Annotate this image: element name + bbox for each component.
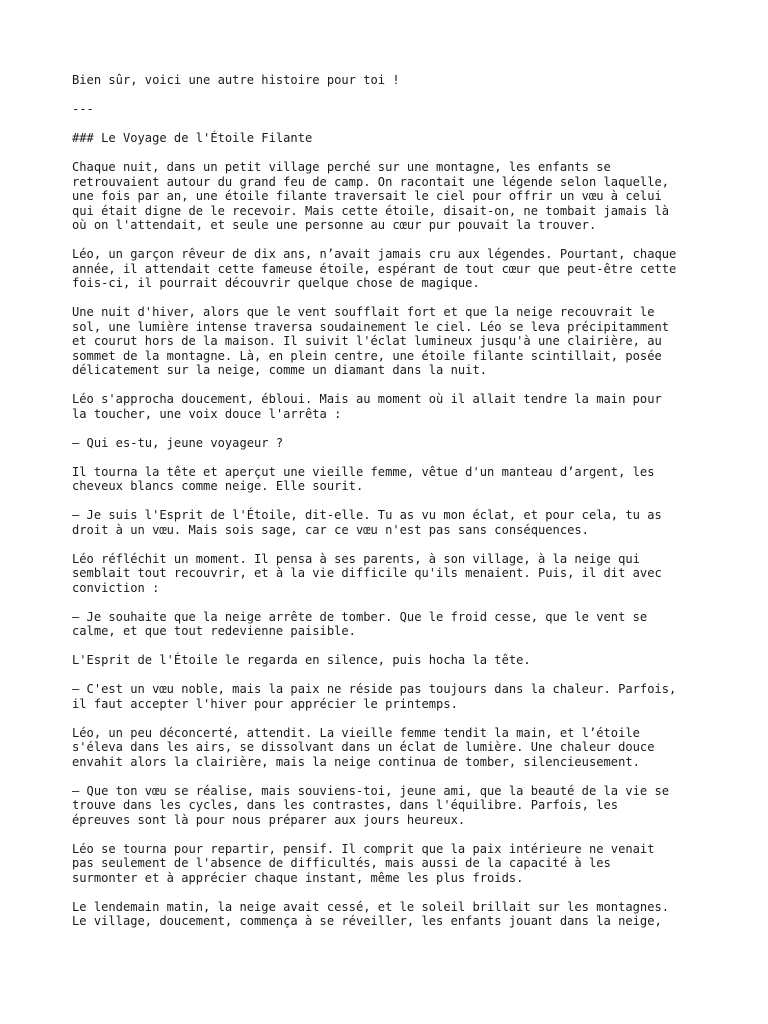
story-paragraph-10: Le lendemain matin, la neige avait cessé, et le soleil brillait sur les montagnes. Le village, doucement, commença à se réveiller, les enfants jouant dans la neige, bbox=[72, 899, 670, 928]
story-paragraph-9: Léo se tourna pour repartir, pensif. Il comprit que la paix intérieure ne venait pas seulement de l'absence de difficultés, mais aussi de la capacité à les surmonter et à apprécier chaque instant, même les plus froids. bbox=[72, 841, 655, 885]
story-paragraph-2: Léo, un garçon rêveur de dix ans, n’avait jamais cru aux légendes. Pourtant, chaque année, il attendait cette fameuse étoile, espérant de tout cœur que peut-être cette fois-ci, il pourrait découvrir quelque chose de magique. bbox=[72, 247, 677, 290]
dialogue-line-1: – Qui es-tu, jeune voyageur ? bbox=[72, 435, 284, 450]
separator-line: --- bbox=[72, 102, 94, 116]
dialogue-line-5: – Que ton vœu se réalise, mais souviens-toi, jeune ami, que la beauté de la vie se trouve dans les cycles, dans les contrastes, dans l'équilibre. Parfois, les épreuves sont là pour nous préparer aux jours heureux. bbox=[72, 783, 670, 827]
dialogue-line-3: – Je souhaite que la neige arrête de tomber. Que le froid cesse, que le vent se calme, et que tout redevienne paisible. bbox=[72, 609, 648, 638]
story-paragraph-6: Léo réfléchit un moment. Il pensa à ses parents, à son village, à la neige qui semblait tout recouvrir, et à la vie difficile qu'ils menaient. Puis, il dit avec conviction : bbox=[72, 551, 662, 595]
story-paragraph-4: Léo s'approcha doucement, ébloui. Mais au moment où il allait tendre la main pour la toucher, une voix douce l'arrêta : bbox=[72, 392, 662, 421]
dialogue-line-4: – C'est un vœu noble, mais la paix ne réside pas toujours dans la chaleur. Parfois, il faut accepter l'hiver pour apprécier le printemps. bbox=[72, 682, 677, 711]
intro-line: Bien sûr, voici une autre histoire pour toi ! bbox=[72, 73, 400, 87]
story-paragraph-7: L'Esprit de l'Étoile le regarda en silence, puis hocha la tête. bbox=[72, 653, 531, 667]
document-page bbox=[72, 73, 712, 943]
dialogue-line-2: – Je suis l'Esprit de l'Étoile, dit-elle. Tu as vu mon éclat, et pour cela, tu as droit à un vœu. Mais sois sage, car ce vœu n'est pas sans conséquences. bbox=[72, 508, 662, 537]
story-paragraph-8: Léo, un peu déconcerté, attendit. La vieille femme tendit la main, et l’étoile s'éleva dans les airs, se dissolvant dans un éclat de lumière. Une chaleur douce envahit alors la clairière, mais la neige continua de tomber, silencieusement. bbox=[72, 725, 655, 769]
story-paragraph-5: Il tourna la tête et aperçut une vieille femme, vêtue d'un manteau d’argent, les cheveux blancs comme neige. Elle sourit. bbox=[72, 464, 655, 493]
story-paragraph-3: Une nuit d'hiver, alors que le vent soufflait fort et que la neige recouvrait le sol, une lumière intense traversa soudainement le ciel. Léo se leva précipitamment et courut hors de la maison. Il suivit l'éclat lumineux jusqu'à une clairière, au sommet de la montagne. Là, en plein centre, une étoile filante scintillait, posée délicatement sur la neige, comme un diamant dans la nuit. bbox=[72, 305, 670, 377]
story-paragraph-1: Chaque nuit, dans un petit village perché sur une montagne, les enfants se retrouvaient autour du grand feu de camp. On racontait une légende selon laquelle, une fois par an, une étoile filante traversait le ciel pour offrir un vœu à celui qui était digne de le recevoir. Mais cette étoile, disait-on, ne tombait jamais là où on l'attendait, et seule une personne au cœur pur pouvait la trouver. bbox=[72, 160, 670, 232]
story-heading: ### Le Voyage de l'Étoile Filante bbox=[72, 131, 313, 145]
